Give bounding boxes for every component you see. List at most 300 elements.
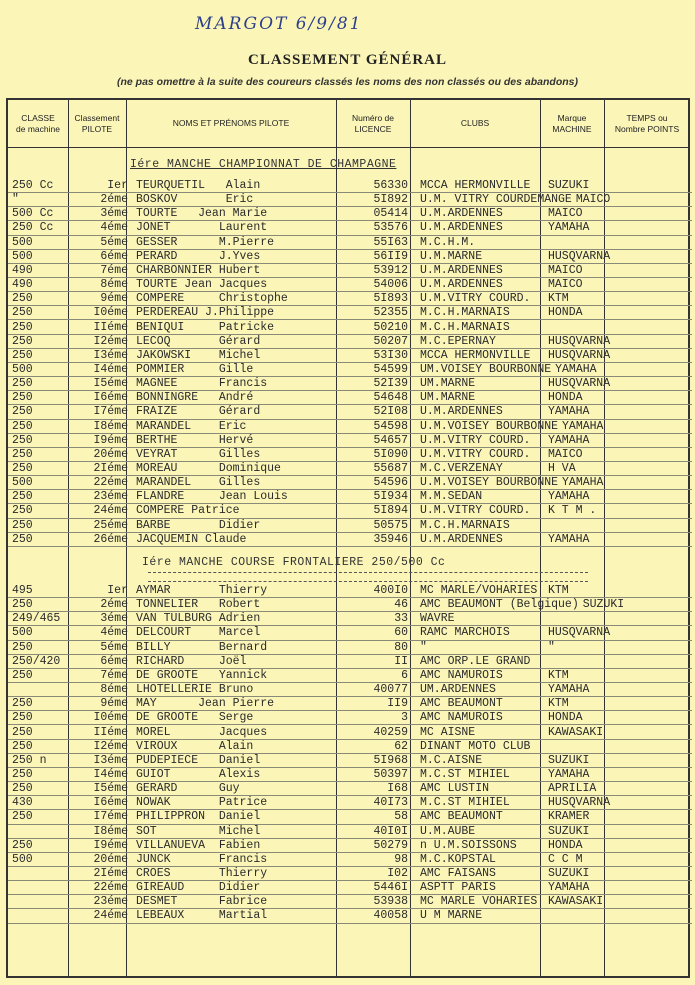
cell-licence: 50210 — [373, 320, 408, 334]
cell-licence: 40I0I — [373, 824, 408, 838]
cell-club-name: AMC BEAUMONT (Belgique) — [420, 598, 579, 612]
cell-club-name: U.M.VITRY COURD. — [420, 292, 531, 306]
cell-classe: 250 — [12, 377, 33, 391]
table-row — [8, 462, 692, 476]
cell-marque: HUSQVARNA — [548, 796, 611, 810]
cell-classe: 249/465 — [12, 612, 61, 626]
cell-marque: YAMAHA — [548, 433, 590, 447]
cell-club — [420, 683, 692, 697]
cell-marque: YAMAHA — [562, 476, 604, 490]
cell-classement: I2éme — [93, 334, 128, 348]
table-row — [8, 420, 692, 434]
cell-classement: 24éme — [93, 504, 128, 518]
cell-classe: 500 — [12, 626, 33, 640]
table-row — [8, 335, 692, 349]
cell-licence: 56330 — [373, 179, 408, 192]
cell-pilote: TOURTE Jean Jacques — [136, 278, 268, 292]
cell-club-name: UM.MARNE — [420, 391, 476, 405]
table-row — [8, 306, 692, 320]
table-row — [8, 533, 692, 547]
cell-club — [420, 533, 692, 547]
header-classe: CLASSE de machine — [16, 112, 60, 134]
cell-classe: 250 — [12, 306, 33, 320]
cell-club — [420, 768, 692, 782]
cell-club — [420, 321, 692, 335]
table-row — [8, 669, 692, 683]
cell-club — [420, 504, 692, 518]
cell-marque: MAICO — [548, 447, 583, 461]
table-row — [8, 697, 692, 711]
table-row — [8, 377, 692, 391]
table-row — [8, 264, 692, 278]
cell-pilote: DELCOURT Marcel — [136, 626, 261, 640]
cell-club-name: M.C.H.M. — [420, 235, 476, 249]
cell-club-name: U.M.MARNE — [420, 249, 483, 263]
cell-licence: II9 — [387, 697, 408, 711]
cell-classe: 250 — [12, 739, 33, 753]
table-row — [8, 363, 692, 377]
cell-club — [420, 711, 692, 725]
cell-pilote: VILLANUEVA Fabien — [136, 838, 261, 852]
page-title: CLASSEMENT GÉNÉRAL — [247, 52, 448, 68]
cell-classement: 20éme — [93, 852, 128, 866]
cell-classe: 250 — [12, 810, 33, 824]
cell-classement: I6éme — [93, 391, 128, 405]
cell-club-name: RAMC MARCHOIS — [420, 626, 510, 640]
cell-club — [420, 377, 692, 391]
cell-pilote: PERARD J.Yves — [136, 249, 261, 263]
cell-licence: 40I73 — [373, 796, 408, 810]
cell-classement: IIéme — [93, 725, 128, 739]
cell-classement: 6éme — [100, 249, 128, 263]
cell-pilote: MARANDEL Eric — [136, 419, 247, 433]
table-row — [8, 490, 692, 504]
cell-licence: 56II9 — [373, 249, 408, 263]
cell-licence: 80 — [394, 640, 408, 654]
cell-club — [420, 895, 692, 909]
cell-marque: KTM — [548, 584, 569, 597]
cell-classe: 250 — [12, 462, 33, 475]
cell-classe: 250 — [12, 504, 33, 518]
section-title-2-text: Iére MANCHE COURSE FRONTALIERE 250/500 Cc — [142, 556, 446, 569]
cell-classement: 2Iéme — [93, 462, 128, 475]
table-row — [8, 683, 692, 697]
cell-licence: 55687 — [373, 462, 408, 475]
cell-club — [420, 612, 692, 626]
cell-licence: 55I63 — [373, 235, 408, 249]
cell-licence: 52I39 — [373, 377, 408, 391]
cell-club-name: U.M.ARDENNES — [420, 278, 503, 292]
cell-marque: HONDA — [548, 391, 583, 405]
table-row — [8, 278, 692, 292]
table-row — [8, 391, 692, 405]
cell-marque: YAMAHA — [548, 490, 590, 504]
cell-classement: 3éme — [100, 612, 128, 626]
cell-marque: KAWASAKI — [548, 725, 604, 739]
page-subtitle: (ne pas omettre à la suite des coureurs classés les noms des non classés ou des abandons) — [116, 76, 578, 88]
cell-marque: HONDA — [548, 306, 583, 320]
results-table — [6, 98, 690, 978]
cell-club — [420, 867, 692, 881]
cell-classe: 250 — [12, 391, 33, 405]
cell-licence: 5I090 — [373, 447, 408, 461]
cell-club — [420, 490, 692, 504]
header-divider — [8, 147, 688, 148]
handwritten-note: MARGOT 6/9/81 — [195, 14, 363, 34]
cell-pilote: LECOQ Gérard — [136, 334, 261, 348]
cell-classe: 500 — [12, 476, 33, 490]
table-row — [8, 292, 692, 306]
cell-club — [420, 335, 692, 349]
cell-club-name: AMC BEAUMONT — [420, 697, 503, 711]
cell-club-name: ASPTT PARIS — [420, 881, 496, 895]
cell-club — [420, 810, 692, 824]
cell-classe: 500 — [12, 235, 33, 249]
cell-pilote: LEBEAUX Martial — [136, 909, 268, 923]
cell-club-name: UM.ARDENNES — [420, 683, 496, 697]
cell-club-name: U.M. VITRY COURDEMANGE — [420, 193, 572, 207]
cell-classe: 250 — [12, 348, 33, 362]
cell-club-name: MCCA HERMONVILLE — [420, 348, 531, 362]
cell-classe: 490 — [12, 278, 33, 292]
table-row — [8, 768, 692, 782]
cell-licence: 50279 — [373, 838, 408, 852]
cell-licence: 5I893 — [373, 292, 408, 306]
cell-club — [420, 221, 692, 235]
cell-marque: H VA — [548, 462, 576, 475]
cell-classe: " — [12, 193, 19, 207]
cell-club-name: U.M.ARDENNES — [420, 532, 503, 546]
table-row — [8, 796, 692, 810]
cell-marque: C C M — [548, 852, 583, 866]
header-licence: Numéro de LICENCE — [351, 112, 395, 134]
cell-pilote: GUIOT Alexis — [136, 767, 261, 781]
cell-club-name: M.C.VERZENAY — [420, 462, 503, 475]
cell-licence: 50397 — [373, 767, 408, 781]
cell-club-name: MC AISNE — [420, 725, 476, 739]
cell-classement: I4éme — [93, 362, 128, 376]
cell-club-name: M.C.ST MIHIEL — [420, 767, 510, 781]
cell-pilote: PERDEREAU J.Philippe — [136, 306, 275, 320]
cell-marque: SUZUKI — [548, 753, 590, 767]
cell-pilote: JONET Laurent — [136, 221, 268, 235]
cell-club-name: M.C.KOPSTAL — [420, 852, 496, 866]
cell-licence: 35946 — [373, 532, 408, 546]
table-row — [8, 221, 692, 235]
cell-pilote: GESSER M.Pierre — [136, 235, 275, 249]
cell-club — [420, 250, 692, 264]
cell-classement: 8éme — [100, 683, 128, 697]
table-row — [8, 179, 692, 193]
cell-classe: 250 — [12, 711, 33, 725]
table-row — [8, 519, 692, 533]
cell-licence: 50575 — [373, 518, 408, 532]
cell-classe: 250 — [12, 419, 33, 433]
cell-club-name: M.M.SEDAN — [420, 490, 483, 504]
cell-licence: I68 — [387, 782, 408, 796]
cell-club — [420, 193, 692, 207]
cell-classe: 250 — [12, 697, 33, 711]
cell-pilote: GIREAUD Didier — [136, 881, 261, 895]
cell-club-name: U.M.VOISEY BOURBONNE — [420, 419, 559, 433]
cell-classement: 4éme — [100, 626, 128, 640]
cell-club-name: AMC BEAUMONT — [420, 810, 503, 824]
section-title-1 — [8, 157, 692, 173]
table-row — [8, 881, 692, 895]
cell-pilote: PUDEPIECE Daniel — [136, 753, 261, 767]
cell-classe: 250 — [12, 532, 33, 546]
cell-classe: 250 — [12, 767, 33, 781]
cell-classe: 250 — [12, 433, 33, 447]
cell-marque: YAMAHA — [548, 221, 590, 235]
cell-classement: I7éme — [93, 810, 128, 824]
cell-classe: 250 — [12, 320, 33, 334]
cell-classement: I5éme — [93, 377, 128, 391]
cell-licence: 400I0 — [373, 584, 408, 597]
cell-club-name: U.M.VOISEY BOURBONNE — [420, 476, 559, 490]
cell-classement: Ier — [107, 584, 128, 597]
cell-club-name: U.M.VITRY COURD. — [420, 447, 531, 461]
cell-club-name: M.C.H.MARNAIS — [420, 518, 510, 532]
cell-marque: HUSQVARNA — [548, 348, 611, 362]
cell-classement: 25éme — [93, 518, 128, 532]
cell-pilote: JACQUEMIN Claude — [136, 532, 247, 546]
cell-classe: 500 Cc — [12, 207, 54, 221]
cell-classe: 250 — [12, 405, 33, 419]
cell-licence: 40259 — [373, 725, 408, 739]
table-row — [8, 626, 692, 640]
cell-licence: 98 — [394, 852, 408, 866]
cell-pilote: VAN TULBURG Adrien — [136, 612, 261, 626]
cell-club — [420, 740, 692, 754]
cell-pilote: CHARBONNIER Hubert — [136, 263, 261, 277]
cell-classement: I2éme — [93, 739, 128, 753]
cell-licence: 46 — [394, 598, 408, 612]
cell-classement: 7éme — [100, 668, 128, 682]
cell-club-name: M.C.AISNE — [420, 753, 483, 767]
cell-pilote: DESMET Fabrice — [136, 895, 268, 909]
cell-club-name: AMC NAMUROIS — [420, 668, 503, 682]
cell-pilote: TOURTE Jean Marie — [136, 207, 268, 221]
cell-pilote: MAGNEE Francis — [136, 377, 268, 391]
cell-marque: SUZUKI — [548, 824, 590, 838]
cell-classe: 500 — [12, 249, 33, 263]
cell-club — [420, 697, 692, 711]
cell-classement: 5éme — [100, 235, 128, 249]
cell-club — [420, 796, 692, 810]
cell-classement: I9éme — [93, 838, 128, 852]
cell-marque: MAICO — [548, 263, 583, 277]
table-row — [8, 504, 692, 518]
cell-marque: YAMAHA — [548, 532, 590, 546]
cell-classement: 2éme — [100, 598, 128, 612]
cell-classement: 6éme — [100, 654, 128, 668]
cell-licence: 50207 — [373, 334, 408, 348]
cell-classement: 5éme — [100, 640, 128, 654]
cell-club — [420, 349, 692, 363]
cell-club — [420, 754, 692, 768]
cell-club-name: U.M.AUBE — [420, 824, 476, 838]
cell-classe: 250 — [12, 292, 33, 306]
cell-club-name: U.M.VITRY COURD. — [420, 433, 531, 447]
cell-club-name: M.C.H.MARNAIS — [420, 306, 510, 320]
cell-club-name: DINANT MOTO CLUB — [420, 739, 531, 753]
cell-pilote: SOT Michel — [136, 824, 261, 838]
cell-pilote: MOREAU Dominique — [136, 462, 281, 475]
cell-classement: I7éme — [93, 405, 128, 419]
table-row — [8, 584, 692, 598]
header-classement: Classement PILOTE — [74, 112, 120, 134]
cell-licence: 53576 — [373, 221, 408, 235]
cell-club — [420, 669, 692, 683]
cell-pilote: TONNELIER Robert — [136, 598, 261, 612]
cell-licence: 3 — [401, 711, 408, 725]
cell-licence: 6 — [401, 668, 408, 682]
cell-classe: 250 — [12, 447, 33, 461]
cell-pilote: JUNCK Francis — [136, 852, 268, 866]
cell-marque: SUZUKI — [548, 179, 590, 192]
cell-licence: II — [394, 654, 408, 668]
cell-marque: MAICO — [575, 193, 611, 207]
section-title-2 — [8, 555, 692, 571]
cell-licence: 54648 — [373, 391, 408, 405]
cell-classe: 250 — [12, 598, 33, 612]
cell-club-name: n U.M.SOISSONS — [420, 838, 517, 852]
cell-club — [420, 306, 692, 320]
cell-club-name: U M MARNE — [420, 909, 483, 923]
cell-marque: YAMAHA — [548, 683, 590, 697]
cell-pilote: VEYRAT Gilles — [136, 447, 261, 461]
cell-classe: 250 — [12, 782, 33, 796]
cell-club — [420, 584, 692, 598]
table-row — [8, 236, 692, 250]
cell-pilote: COMPERE Patrice — [136, 504, 240, 518]
cell-club-name: AMC ORP.LE GRAND — [420, 654, 531, 668]
cell-pilote: CROES Thierry — [136, 867, 268, 880]
cell-club — [420, 264, 692, 278]
cell-classement: 9éme — [100, 697, 128, 711]
cell-classement: 26éme — [93, 532, 128, 546]
cell-club — [420, 853, 692, 867]
cell-club-name: UM.MARNE — [420, 377, 476, 391]
cell-licence: 40058 — [373, 909, 408, 923]
cell-classement: 7éme — [100, 263, 128, 277]
cell-club — [420, 420, 692, 434]
cell-classement: 2éme — [100, 193, 128, 207]
cell-classe: 250 — [12, 490, 33, 504]
cell-club — [420, 598, 692, 612]
header-noms: NOMS ET PRÉNOMS PILOTE — [172, 118, 290, 128]
cell-marque: YAMAHA — [548, 405, 590, 419]
cell-club-name: M.C.H.MARNAIS — [420, 320, 510, 334]
cell-pilote: BOSKOV Eric — [136, 193, 254, 207]
cell-club-name: " — [420, 640, 427, 654]
cell-pilote: DE GROOTE Yannick — [136, 668, 268, 682]
table-row — [8, 895, 692, 909]
table-row — [8, 853, 692, 867]
cell-marque: KAWASAKI — [548, 895, 604, 909]
cell-club-name: AMC LUSTIN — [420, 782, 490, 796]
cell-pilote: FRAIZE Gérard — [136, 405, 261, 419]
cell-licence: 33 — [394, 612, 408, 626]
table-row — [8, 867, 692, 881]
cell-marque: SUZUKI — [548, 867, 590, 880]
cell-pilote: BENIQUI Patricke — [136, 320, 275, 334]
cell-classe: 250/420 — [12, 654, 61, 668]
cell-classe: 250 — [12, 838, 33, 852]
cell-classement: I6éme — [93, 796, 128, 810]
cell-marque: KRAMER — [548, 810, 590, 824]
cell-classe: 250 — [12, 518, 33, 532]
cell-classe: 430 — [12, 796, 33, 810]
cell-licence: 54657 — [373, 433, 408, 447]
cell-licence: 40077 — [373, 683, 408, 697]
cell-licence: 60 — [394, 626, 408, 640]
cell-classement: 23éme — [93, 895, 128, 909]
table-row — [8, 641, 692, 655]
cell-marque: YAMAHA — [555, 362, 597, 376]
cell-classe: 490 — [12, 263, 33, 277]
cell-pilote: NOWAK Patrice — [136, 796, 268, 810]
cell-licence: 62 — [394, 739, 408, 753]
cell-classement: I0éme — [93, 711, 128, 725]
cell-club — [420, 476, 692, 490]
cell-club-name: M.C.ST MIHIEL — [420, 796, 510, 810]
cell-classement: 24éme — [93, 909, 128, 923]
cell-pilote: PHILIPPRON Daniel — [136, 810, 261, 824]
cell-marque: HONDA — [548, 711, 583, 725]
header-temps: TEMPS ou Nombre POINTS — [614, 112, 680, 134]
cell-classement: I8éme — [93, 824, 128, 838]
cell-classement: 8éme — [100, 278, 128, 292]
table-row — [8, 782, 692, 796]
cell-club — [420, 278, 692, 292]
cell-club — [420, 363, 692, 377]
cell-classement: I5éme — [93, 782, 128, 796]
cell-marque: YAMAHA — [548, 767, 590, 781]
cell-licence: 5I892 — [373, 193, 408, 207]
cell-club-name: U.M.ARDENNES — [420, 221, 503, 235]
cell-club — [420, 462, 692, 476]
cell-classe: 250 — [12, 640, 33, 654]
table-row — [8, 726, 692, 740]
cell-club-name: AMC FAISANS — [420, 867, 496, 880]
table-row — [8, 825, 692, 839]
cell-classement: 3éme — [100, 207, 128, 221]
cell-classe: 250 — [12, 725, 33, 739]
cell-club — [420, 405, 692, 419]
table-row — [8, 909, 692, 923]
cell-classement: I0éme — [93, 306, 128, 320]
cell-pilote: BARBE Didier — [136, 518, 261, 532]
cell-classe: 500 — [12, 852, 33, 866]
cell-pilote: AYMAR Thierry — [136, 584, 268, 597]
cell-club-name: U.M.ARDENNES — [420, 207, 503, 221]
table-row — [8, 405, 692, 419]
cell-marque: HUSQVARNA — [548, 626, 611, 640]
cell-classement: I3éme — [93, 348, 128, 362]
cell-classement: I9éme — [93, 433, 128, 447]
cell-pilote: MAY Jean Pierre — [136, 697, 275, 711]
cell-club — [420, 179, 692, 193]
cell-classement: 4éme — [100, 221, 128, 235]
cell-licence: 54596 — [373, 476, 408, 490]
table-row — [8, 434, 692, 448]
cell-classement: 9éme — [100, 292, 128, 306]
cell-classement: 22éme — [93, 881, 128, 895]
cell-classement: 20éme — [93, 447, 128, 461]
cell-licence: 54006 — [373, 278, 408, 292]
